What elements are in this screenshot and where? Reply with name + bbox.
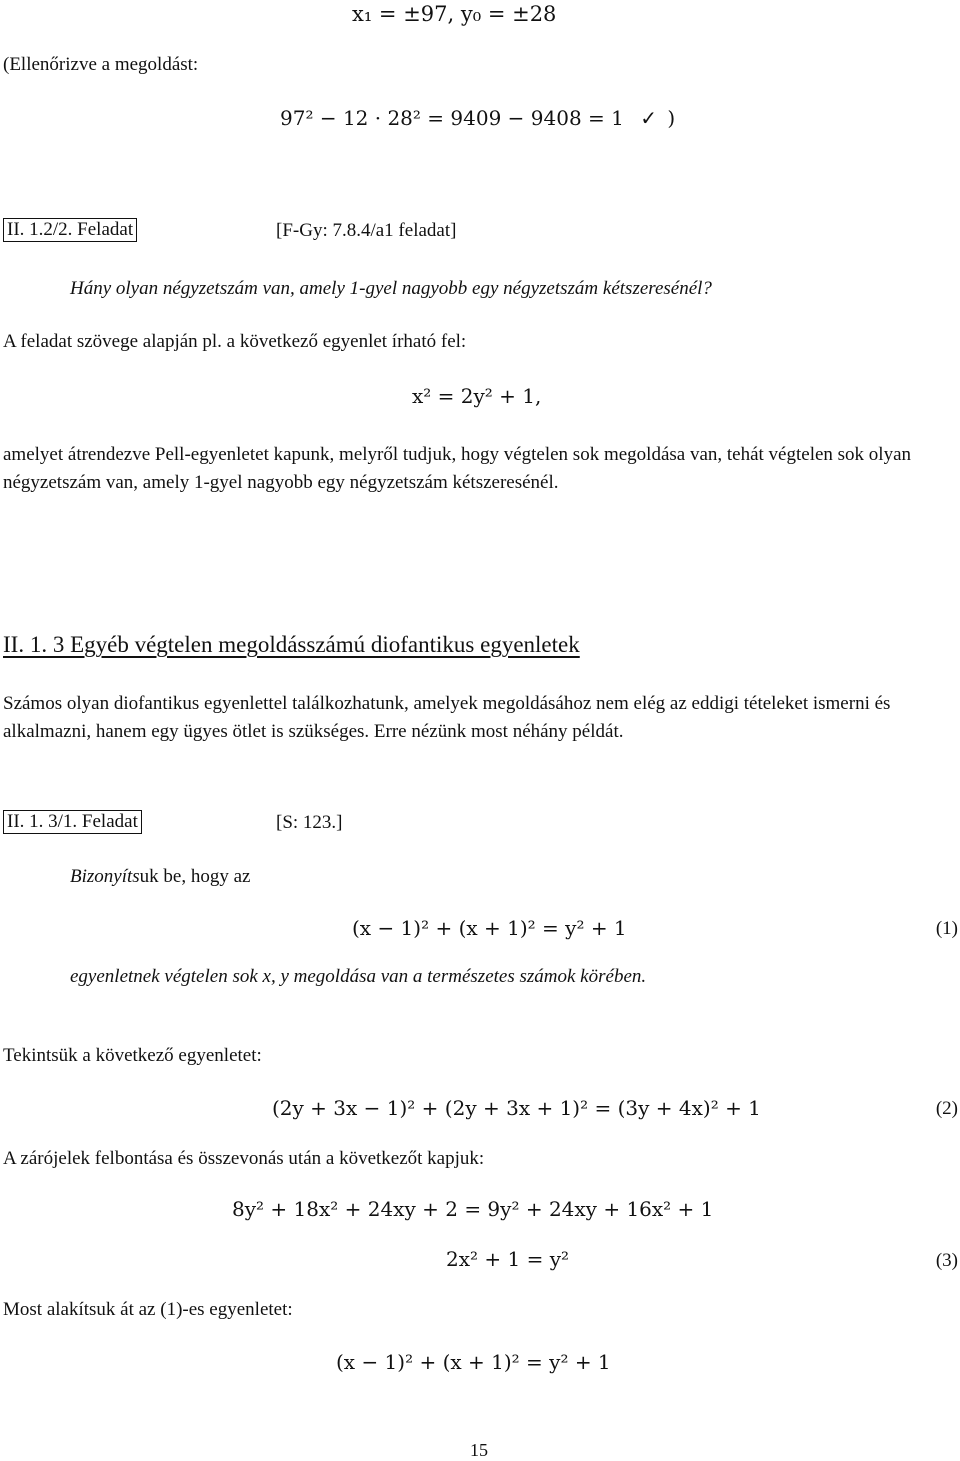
- equation-1: (x − 1)² + (x + 1)² = y² + 1: [352, 916, 627, 940]
- equation-number: (1): [935, 918, 958, 939]
- task-statement: egyenletnek végtelen sok x, y megoldása van a természetes számok körében.: [70, 966, 647, 987]
- task-intro: A feladat szövege alapján pl. a következő egyenlet írható fel:: [3, 331, 467, 352]
- task-conclusion: amelyet átrendezve Pell-egyenletet kapunk, melyről tudjuk, hogy végtelen sok megoldása van, tehát végtelen sok olyan négyzetszám van, amely 1-gyel nagyobb egy négyzetszám kétszeresénél.: [3, 444, 912, 493]
- task-label: II. 1.2/2. Feladat: [3, 218, 137, 242]
- task-prompt-italic: Bizonyíts: [70, 866, 140, 887]
- equation-number: (3): [935, 1250, 958, 1271]
- check-equation-text: 97² − 12 · 28² = 9409 − 9408 = 1: [280, 106, 624, 130]
- equation-number: (2): [935, 1098, 958, 1119]
- task-reference: [S: 123.]: [276, 812, 343, 833]
- page-number: 15: [470, 1440, 488, 1460]
- check-equation: [280, 106, 675, 130]
- checkmark-icon: ✓: [640, 106, 657, 130]
- task-reference: [F-Gy: 7.8.4/a1 feladat]: [276, 220, 457, 241]
- paragraph: A zárójelek felbontása és összevonás után a következőt kapjuk:: [3, 1148, 485, 1169]
- task-prompt-rest: uk be, hogy az: [139, 866, 251, 887]
- check-label: (Ellenőrizve a megoldást:: [3, 54, 199, 75]
- section-intro: Számos olyan diofantikus egyenlettel találkozhatunk, amelyek megoldásához nem elég az eddigi tételeket ismerni és alkalmazni, hanem egy ügyes ötlet is szükséges. Erre nézünk most néhány példát.: [3, 693, 891, 742]
- check-close-paren: ): [667, 106, 676, 130]
- task-label: II. 1. 3/1. Feladat: [3, 810, 142, 834]
- task-question: Hány olyan négyzetszám van, amely 1-gyel nagyobb egy négyzetszám kétszeresénél?: [70, 278, 712, 299]
- equation-2: (2y + 3x − 1)² + (2y + 3x + 1)² = (3y + 4x)² + 1: [272, 1096, 761, 1120]
- section-heading: II. 1. 3 Egyéb végtelen megoldásszámú diofantikus egyenletek: [3, 632, 580, 657]
- paragraph: Most alakítsuk át az (1)-es egyenletet:: [3, 1299, 293, 1320]
- task-prompt: [70, 866, 250, 888]
- equation-pell: x² = 2y² + 1,: [412, 384, 542, 408]
- paragraph: Tekintsük a következő egyenletet:: [3, 1045, 262, 1066]
- equation-3: 2x² + 1 = y²: [446, 1247, 570, 1271]
- equation-expanded: 8y² + 18x² + 24xy + 2 = 9y² + 24xy + 16x² + 1: [232, 1197, 714, 1221]
- equation-last: (x − 1)² + (x + 1)² = y² + 1: [336, 1350, 611, 1374]
- solution-equation: x₁ = ±97, y₀ = ±28: [352, 2, 557, 26]
